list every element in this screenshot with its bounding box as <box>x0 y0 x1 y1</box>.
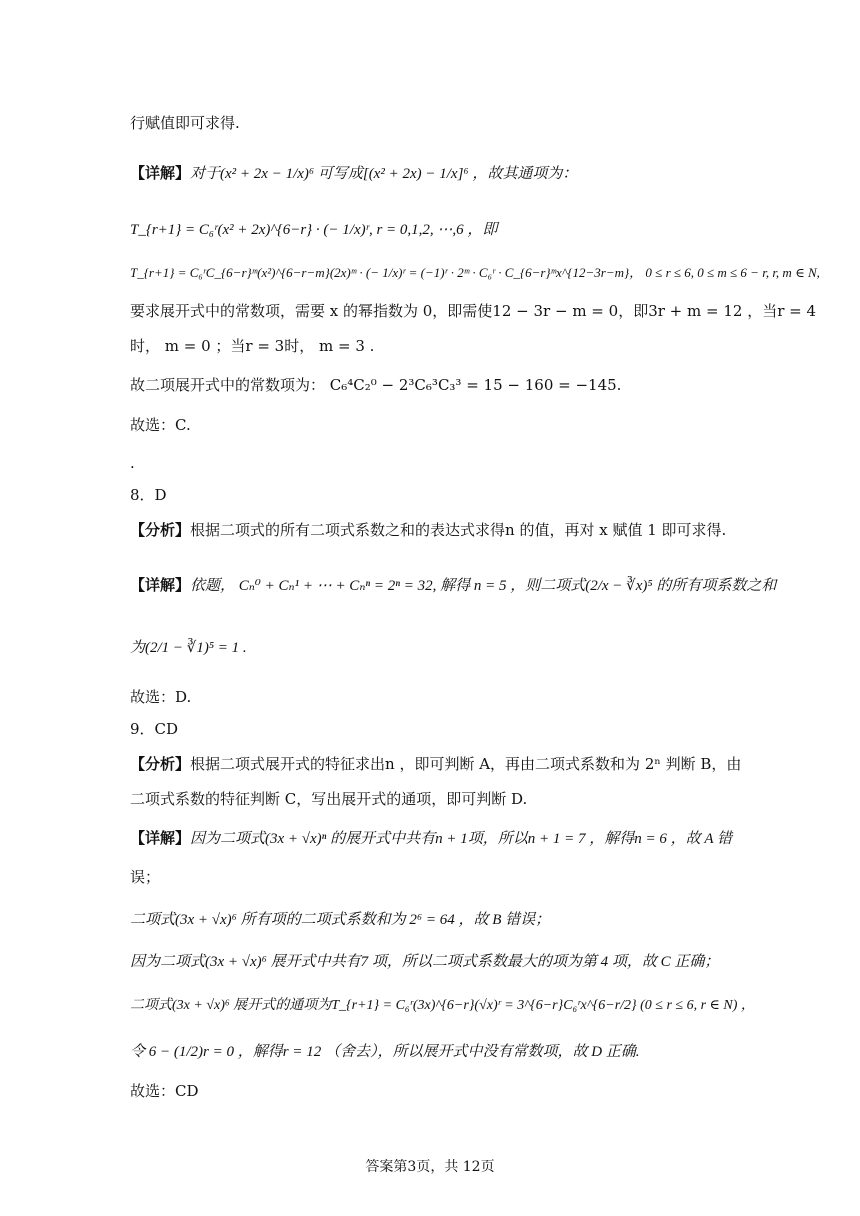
analysis-line-9b: 二项式系数的特征判断 C，写出展开式的通项，即可判断 D. <box>130 790 528 808</box>
question-8-heading: 8．D <box>130 486 167 504</box>
detail-line-8: 【详解】依题， Cₙ⁰ + Cₙ¹ + ⋯ + Cₙⁿ = 2ⁿ = 32, 解得 n = 5 ，则二项式(2/x − ∛x)⁵ 的所有项系数之和 <box>130 576 777 594</box>
detail-line-9d: 因为二项式(3x + √x)⁶ 展开式中共有7 项，所以二项式系数最大的项为第 4 项，故 C 正确； <box>130 954 720 970</box>
formula-line-2: T_{r+1} = C₆ʳC_{6−r}ᵐ(x²)^{6−r−m}(2x)ᵐ · (− 1/x)ʳ = (−1)ʳ · 2ᵐ · C₆ʳ · C_{6−r}ᵐx^{12−3r−m}， 0 ≤ r ≤ 6, 0 ≤ m ≤ 6 − r, r, m ∈ N, <box>130 265 820 280</box>
answer-choice-8: 故选：D. <box>130 688 192 706</box>
section-label: 【详解】 <box>130 164 191 182</box>
text-line-5: 要求展开式中的常数项，需要 x 的幂指数为 0，即需使12 − 3r − m = 0，即3r + m = 12 ，当r = 4 <box>130 302 817 320</box>
text-line-7: 故二项展开式中的常数项为： C₆⁴C₂⁰ − 2³C₆³C₃³ = 15 − 160 = −145. <box>130 376 622 394</box>
section-label: 【分析】 <box>130 755 191 773</box>
analysis-line-9a: 【分析】根据二项式展开式的特征求出n ，即可判断 A，再由二项式系数和为 2ⁿ 判断 B，由 <box>130 755 742 773</box>
formula-line-1: T_{r+1} = C₆ʳ(x² + 2x)^{6−r} · (− 1/x)ʳ, r = 0,1,2, ⋯,6 ，即 <box>130 222 498 238</box>
text-line-8b: 为(2/1 − ∛1)⁵ = 1 . <box>130 640 247 656</box>
text-line-1: 行赋值即可求得. <box>130 114 240 132</box>
section-label: 【详解】 <box>130 829 191 847</box>
answer-choice-7: 故选：C. <box>130 416 191 434</box>
page-footer: 答案第3页，共 12页 <box>365 1159 495 1175</box>
detail-line-9f: 令 6 − (1/2)r = 0 ，解得r = 12 （舍去），所以展开式中没有常数项，故 D 正确. <box>130 1044 640 1060</box>
section-label: 【详解】 <box>130 576 191 594</box>
answer-choice-9: 故选：CD <box>130 1082 199 1100</box>
detail-line-9c: 二项式(3x + √x)⁶ 所有项的二项式系数和为 2⁶ = 64 ，故 B 错误； <box>130 912 551 928</box>
detail-line-1: 【详解】对于(x² + 2x − 1/x)⁶ 可写成[(x² + 2x) − 1/x]⁶ ，故其通项为： <box>130 164 578 182</box>
detail-line-9e: 二项式(3x + √x)⁶ 展开式的通项为T_{r+1} = C₆ʳ(3x)^{6−r}(√x)ʳ = 3^{6−r}C₆ʳx^{6−r/2} (0 ≤ r ≤ 6, r ∈ N) ， <box>130 998 755 1013</box>
dot-line: . <box>130 454 135 472</box>
text-line-6: 时， m = 0 ；当r = 3时， m = 3 . <box>130 337 375 355</box>
analysis-line-8: 【分析】根据二项式的所有二项式系数之和的表达式求得n 的值，再对 x 赋值 1 即可求得. <box>130 521 727 539</box>
section-label: 【分析】 <box>130 521 191 539</box>
detail-line-9b: 误； <box>130 868 161 886</box>
question-9-heading: 9．CD <box>130 720 179 738</box>
detail-line-9a: 【详解】因为二项式(3x + √x)ⁿ 的展开式中共有n + 1项，所以n + 1 = 7 ，解得n = 6 ，故 A 错 <box>130 829 733 847</box>
